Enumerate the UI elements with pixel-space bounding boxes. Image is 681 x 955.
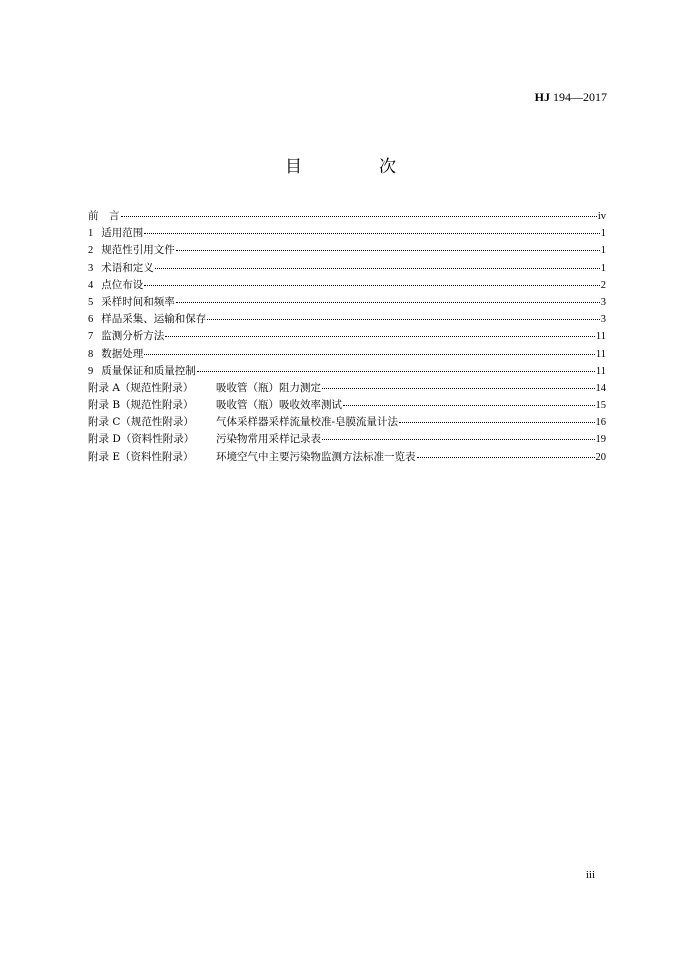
toc-leader-dots bbox=[197, 362, 595, 372]
toc-entry-number: 1 bbox=[88, 228, 94, 240]
toc-entry-label bbox=[88, 431, 321, 448]
toc-entry-page: 14 bbox=[595, 382, 606, 394]
appendix-title: 污染物常用采样记录表 bbox=[216, 433, 321, 446]
toc-entry-page: 1 bbox=[600, 228, 606, 240]
toc-entry-4[interactable] bbox=[88, 277, 606, 294]
toc-entry-title: 适用范围 bbox=[101, 227, 144, 240]
toc-entry-page: 3 bbox=[600, 314, 606, 326]
toc-entry-page: 11 bbox=[595, 331, 606, 343]
toc-entry-5[interactable] bbox=[88, 294, 606, 311]
toc-leader-dots bbox=[144, 276, 600, 286]
toc-leader-dots bbox=[176, 293, 600, 303]
toc-entry-page: 19 bbox=[595, 434, 606, 446]
appendix-tag: 附录 C（规范性附录） bbox=[88, 416, 194, 429]
appendix-title: 气体采样器采样流量校准-皂膜流量计法 bbox=[216, 416, 399, 429]
appendix-tag: 附录 B（规范性附录） bbox=[88, 399, 194, 412]
appendix-title: 吸收管（瓶）吸收效率测试 bbox=[216, 399, 342, 412]
toc-entry-page: 16 bbox=[595, 417, 606, 429]
toc-entry-label bbox=[88, 328, 164, 345]
toc-entry-number: 7 bbox=[88, 331, 94, 343]
toc-entry-page: 1 bbox=[600, 262, 606, 274]
page-number: iii bbox=[585, 869, 595, 881]
toc-leader-dots bbox=[322, 430, 595, 440]
toc-entry-label bbox=[88, 277, 143, 294]
toc-entry-number: 5 bbox=[88, 296, 94, 308]
appendix-tag: 附录 A（规范性附录） bbox=[88, 381, 194, 394]
toc-entry-9[interactable] bbox=[88, 363, 606, 380]
toc-entry-label bbox=[88, 260, 154, 277]
toc-leader-dots bbox=[207, 310, 600, 320]
toc-entry-title: 数据处理 bbox=[101, 347, 144, 360]
toc-entry-title: 监测分析方法 bbox=[101, 330, 165, 343]
toc-entry-label bbox=[88, 242, 175, 259]
appendix-title: 环境空气中主要污染物监测方法标准一览表 bbox=[216, 450, 416, 463]
toc-leader-dots bbox=[343, 396, 595, 406]
toc-entry-label bbox=[88, 346, 143, 363]
toc-entry-number: 4 bbox=[88, 279, 94, 291]
toc-entry-7[interactable] bbox=[88, 328, 606, 345]
appendix-title: 吸收管（瓶）阻力测定 bbox=[216, 381, 321, 394]
toc-entry-8[interactable] bbox=[88, 346, 606, 363]
toc-entry-number: 2 bbox=[88, 245, 94, 257]
toc-entry-number: 8 bbox=[88, 348, 94, 360]
toc-entry-page: 11 bbox=[595, 365, 606, 377]
toc-entry-label bbox=[88, 363, 196, 380]
standard-prefix: HJ bbox=[534, 90, 550, 104]
toc-entry-label: 前 言 bbox=[88, 210, 120, 222]
toc-entry-page: 11 bbox=[595, 348, 606, 360]
toc-appendix-a[interactable] bbox=[88, 380, 606, 397]
toc-entry-number: 3 bbox=[88, 262, 94, 274]
toc-entry-2[interactable] bbox=[88, 242, 606, 259]
table-of-contents bbox=[88, 208, 606, 466]
toc-leader-dots bbox=[399, 413, 594, 423]
toc-appendix-c[interactable] bbox=[88, 414, 606, 431]
standard-code bbox=[535, 90, 607, 105]
toc-entry-page: 20 bbox=[595, 451, 606, 463]
page-title: 目 次 bbox=[285, 157, 426, 177]
toc-entry-page: 1 bbox=[600, 245, 606, 257]
toc-entry-3[interactable] bbox=[88, 260, 606, 277]
toc-appendix-b[interactable] bbox=[88, 397, 606, 414]
toc-entry-number: 6 bbox=[88, 314, 94, 326]
toc-leader-dots bbox=[322, 379, 595, 389]
toc-entry-6[interactable] bbox=[88, 311, 606, 328]
toc-entry-page: 2 bbox=[600, 279, 606, 291]
toc-entry-title: 术语和定义 bbox=[101, 261, 154, 274]
toc-entry-title: 点位布设 bbox=[101, 278, 144, 291]
toc-leader-dots bbox=[144, 224, 600, 234]
toc-entry-page: 15 bbox=[595, 400, 606, 412]
toc-appendix-e[interactable] bbox=[88, 449, 606, 466]
toc-entry-label bbox=[88, 311, 206, 328]
toc-entry-label bbox=[88, 380, 321, 397]
toc-leader-dots bbox=[144, 345, 595, 355]
toc-entry-label bbox=[88, 225, 143, 242]
toc-leader-dots bbox=[121, 207, 597, 217]
appendix-tag: 附录 E（资料性附录） bbox=[88, 450, 194, 463]
toc-entry-label bbox=[88, 414, 398, 431]
toc-entry-number: 9 bbox=[88, 365, 94, 377]
toc-entry-title: 规范性引用文件 bbox=[101, 244, 175, 257]
toc-entry-1[interactable] bbox=[88, 225, 606, 242]
toc-entry-title: 采样时间和频率 bbox=[101, 295, 175, 308]
toc-entry-label bbox=[88, 294, 175, 311]
toc-leader-dots bbox=[165, 327, 595, 337]
toc-entry-label bbox=[88, 449, 416, 466]
toc-entry-foreword[interactable] bbox=[88, 208, 606, 225]
toc-leader-dots bbox=[155, 259, 600, 269]
toc-leader-dots bbox=[417, 448, 595, 458]
standard-number: 194—2017 bbox=[553, 90, 607, 104]
toc-entry-page: iv bbox=[597, 211, 606, 222]
toc-leader-dots bbox=[176, 241, 600, 251]
toc-entry-title: 样品采集、运输和保存 bbox=[101, 313, 207, 326]
appendix-tag: 附录 D（资料性附录） bbox=[88, 433, 195, 446]
toc-entry-label bbox=[88, 397, 342, 414]
toc-entry-title: 质量保证和质量控制 bbox=[101, 364, 196, 377]
toc-entry-page: 3 bbox=[600, 296, 606, 308]
toc-appendix-d[interactable] bbox=[88, 431, 606, 448]
